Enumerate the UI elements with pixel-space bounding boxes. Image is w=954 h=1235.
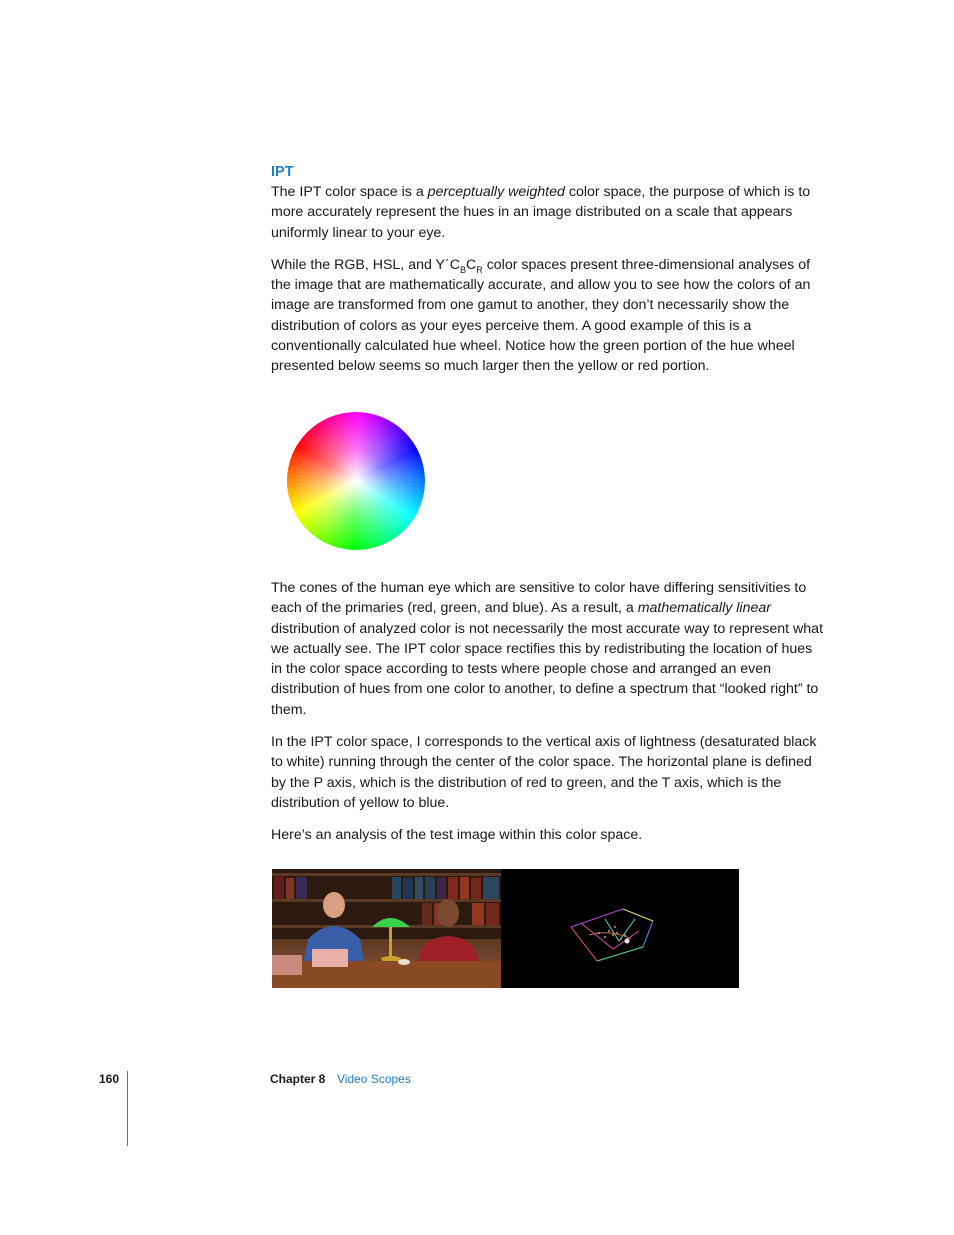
footer-rule: [127, 1071, 128, 1146]
chapter-title-link[interactable]: Video Scopes: [337, 1072, 411, 1086]
subscript-r: R: [476, 264, 483, 275]
hue-wheel-figure: [277, 402, 435, 560]
ipt-scope-render: [501, 869, 739, 988]
paragraph-4: In the IPT color space, I corresponds to the vertical axis of lightness (desaturated black to white) running through the center of the color space. The horizontal plane is defined by the P axis, which is the distribution of red to green, and the T axis, which is the distribution of yellow to blue.: [271, 734, 817, 811]
section-heading: IPT: [271, 164, 294, 180]
subscript-b: B: [459, 264, 466, 275]
paragraph-2-text: While the RGB, HSL, and Y´C: [271, 256, 460, 273]
paragraph-1: [271, 182, 827, 243]
main-column: [271, 162, 827, 389]
paragraph-2: [271, 255, 827, 377]
paragraph-2-c: C: [466, 256, 477, 273]
test-image: [272, 869, 501, 988]
paragraph-2-text-end: color spaces present three-dimensional analyses of the image that are mathematically accurate, and allow you to see how the colors of an image are transformed from one gamut to another, they don’t necessarily show the distribution of colors as your eyes perceive them. A good example of this is a conventionally calculated hue wheel. Notice how the green portion of the hue wheel presented below seems so much larger then the yellow or red portion.: [271, 256, 811, 375]
paragraph-1-text-end: color space, the purpose of which is to more accurately represent the hues in an image distributed on a scale that appears uniformly linear to your eye.: [271, 184, 811, 241]
paragraph-3-emphasis: mathematically linear: [637, 600, 771, 617]
paragraph-1-emphasis: perceptually weighted: [427, 184, 565, 200]
chapter-label: Chapter 8: [270, 1072, 326, 1086]
paragraph-1-text: The IPT color space is a: [271, 184, 428, 200]
page-number: 160: [99, 1072, 120, 1086]
ipt-analysis-figure: [272, 869, 739, 988]
paragraph-5: Here’s an analysis of the test image within this color space.: [271, 827, 643, 844]
paragraph-3-text-end: distribution of analyzed color is not necessarily the most accurate way to represent what we actually see. The IPT color space rectifies this by redistributing the location of hues in the color space according to tests where people chose and arranged an even distribution of hues from one color to another, to define a spectrum that “looked right” to them.: [271, 620, 824, 718]
hue-wheel-image: [277, 402, 435, 560]
paragraph-3-text: The cones of the human eye which are sensitive to color have differing sensitivities to each of the primaries (red, green, and blue). As a result, a: [271, 580, 807, 617]
main-column-lower: [271, 578, 827, 858]
paragraph-3: [271, 578, 827, 720]
